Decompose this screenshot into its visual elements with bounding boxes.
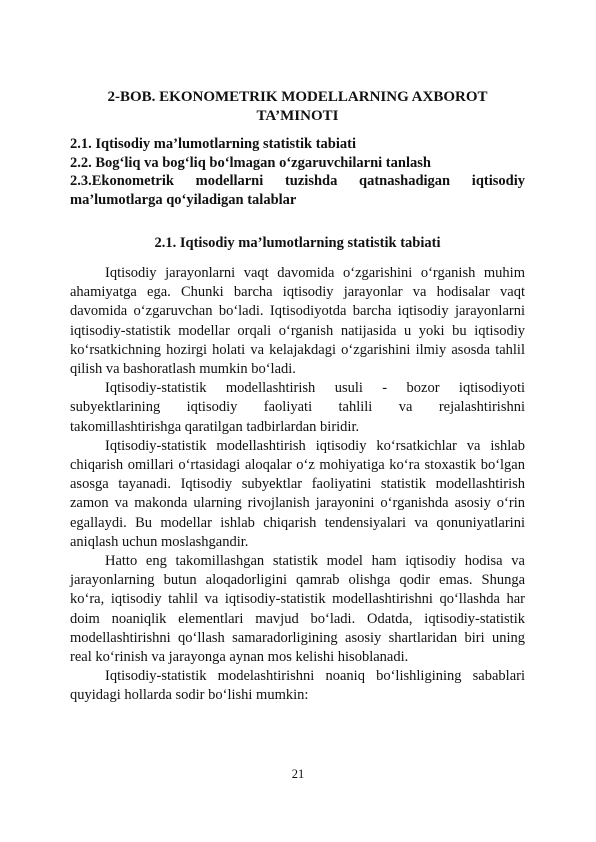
paragraph-2: Iqtisodiy-statistik modellashtirish usuli - bozor iqtisodiyoti subyektlarining iqtisodiy faoliyati tahlili va rejalashtirishni takomillashtirishga qaratilgan tadbirlardan biridir. <box>70 380 525 435</box>
toc-item-2-1: 2.1. Iqtisodiy ma’lumotlarning statistik tabiati <box>70 136 356 152</box>
paragraph-3: Iqtisodiy-statistik modellashtirish iqtisodiy ko‘rsatkichlar va ishlab chiqarish omillari o‘rtasidagi aloqalar o‘z mohiyatiga ko‘ra stoxastik bo‘lgan asosga tayanadi. Iqtisodiy subyektlar faoliyatini statistik modellashtirish zamon va makonda ularning rivojlanish jarayonini o‘rganishda asosiy o‘rin egallaydi. Bu modellar ishlab chiqarish tendensiyalari va qonuniyatlarini aniqlash uchun moslashgandir. <box>70 437 525 550</box>
toc-item-2-2: 2.2. Bog‘liq va bog‘liq bo‘lmagan o‘zgaruvchilarni tanlash <box>70 154 431 171</box>
paragraph-5: Iqtisodiy-statistik modelashtirishni noaniq bo‘lishligining sabablari quyidagi hollarda sodir bo‘lishi mumkin: <box>70 668 525 704</box>
paragraph-1: Iqtisodiy jarayonlarni vaqt davomida o‘zgarishini o‘rganish muhim ahamiyatga ega. Chunki barcha iqtisodiy jarayonlar va hodisalar vaqt davomida o‘zgaruvchan bo‘ladi. Iqtisodiyotda barcha iqtisodiy jarayonlarni iqtisodiy-statistik modellar orqali o‘rganish natijasida u yoki bu iqtisodiy ko‘rsatkichning hozirgi holati va kelajakdagi o‘zgarishini ilmiy asosda tahlil qilish va bashoratlash mumkin bo‘ladi. <box>70 265 525 378</box>
paragraph-4: Hatto eng takomillashgan statistik model ham iqtisodiy hodisa va jarayonlarning butun aloqadorligini qamrab olishga qodir emas. Shunga ko‘ra, iqtisodiy tahlil va iqtisodiy-statistik modellashtirishni qo‘llashda har doim noaniqlik elementlari mavjud bo‘ladi. Odatda, iqtisodiy-statistik modellashtirishni qo‘llash samaradorligining asosiy shartlaridan biri uning real ko‘rinish va jarayonga aynan mos kelishi hisoblanadi. <box>70 553 525 666</box>
section-heading: 2.1. Iqtisodiy ma’lumotlarning statistik tabiati <box>154 235 441 251</box>
table-of-contents <box>70 135 525 209</box>
page-number: 21 <box>291 767 305 781</box>
chapter-title: 2-BOB. EKONOMETRIK MODELLARNING AXBOROT TA’MINOTI <box>107 89 488 124</box>
body-text <box>70 264 525 706</box>
toc-item-2-3: 2.3.Ekonometrik modellarni tuzishda qatnashadigan iqtisodiy ma’lumotlarga qo‘yiladigan talablar <box>70 173 525 208</box>
